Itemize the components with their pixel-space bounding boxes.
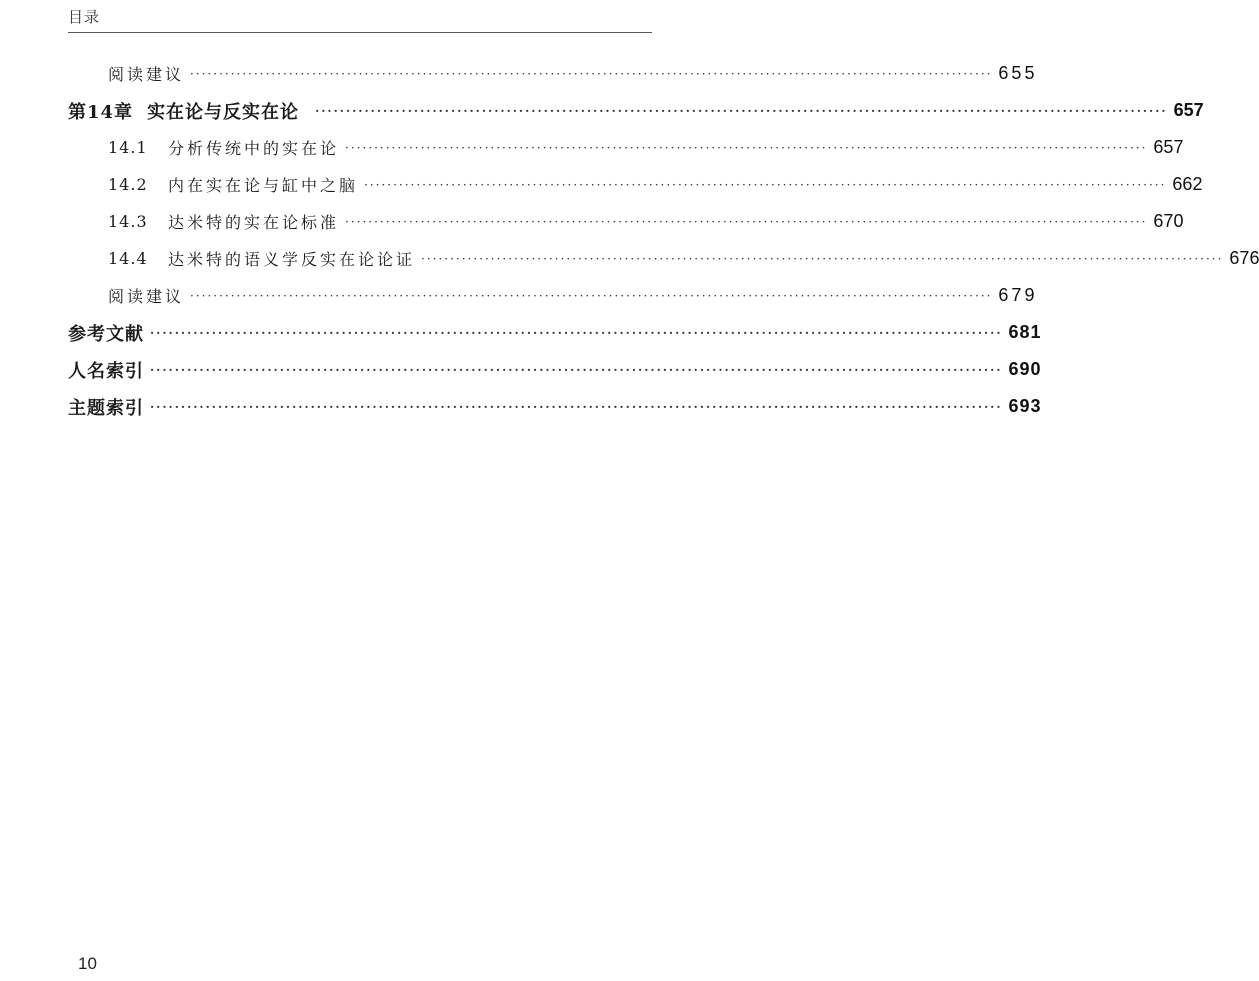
dot-leader: ··········································································································································: [190, 66, 993, 81]
toc-entry-number: 14.1: [108, 138, 148, 157]
toc-entry-section-14-4[interactable]: [68, 240, 1259, 277]
dot-leader: ··········································································································································: [364, 177, 1167, 192]
toc-entry-page: 655: [998, 63, 1038, 83]
dot-leader: ··········································································································································: [421, 251, 1224, 266]
toc-entry-number: 14.2: [108, 175, 148, 194]
header-rule: [68, 32, 652, 33]
running-head-title: 目录: [68, 8, 101, 26]
dot-leader: ··········································································································································: [190, 288, 993, 303]
toc-entry-title: 达米特的实在论标准: [168, 213, 340, 232]
toc-entry-page: 690: [1008, 359, 1042, 379]
toc-entry-title: 阅读建议: [108, 287, 185, 306]
toc-entry-page: 657: [1173, 100, 1204, 120]
toc-entry-subject-index[interactable]: [68, 388, 1042, 425]
toc-entry-title: 阅读建议: [108, 65, 185, 84]
toc-entry-section-14-3[interactable]: [68, 203, 1184, 240]
table-of-contents: [68, 55, 1259, 425]
toc-entry-title: 分析传统中的实在论: [168, 139, 340, 158]
page-number: 10: [78, 954, 97, 973]
toc-entry-reading-suggestions[interactable]: [68, 277, 1038, 314]
toc-entry-reading-suggestions[interactable]: [68, 55, 1038, 92]
toc-entry-page: 676: [1229, 248, 1259, 268]
toc-entry-page: 670: [1153, 211, 1184, 231]
dot-leader: ··········································································································································: [150, 362, 1003, 377]
toc-entry-title: 内在实在论与缸中之脑: [168, 176, 359, 195]
toc-entry-references[interactable]: [68, 314, 1042, 351]
toc-entry-name-index[interactable]: [68, 351, 1042, 388]
toc-entry-title: 人名索引: [68, 360, 144, 382]
dot-leader: ··········································································································································: [345, 140, 1148, 155]
dot-leader: ··········································································································································: [345, 214, 1148, 229]
toc-entry-page: 679: [998, 285, 1038, 305]
toc-entry-number: 14.4: [108, 249, 148, 268]
toc-entry-section-14-1[interactable]: [68, 129, 1184, 166]
toc-entry-chapter-14[interactable]: [68, 92, 1204, 129]
toc-entry-page: 693: [1008, 396, 1042, 416]
dot-leader: ··········································································································································: [150, 399, 1003, 414]
dot-leader: ··········································································································································: [315, 103, 1168, 118]
toc-entry-title: 参考文献: [68, 323, 144, 345]
toc-entry-title: 主题索引: [68, 397, 144, 419]
toc-entry-page: 657: [1153, 137, 1184, 157]
toc-entry-title: 达米特的语义学反实在论论证: [168, 250, 416, 269]
toc-entry-number: 14.3: [108, 212, 148, 231]
toc-entry-section-14-2[interactable]: [68, 166, 1203, 203]
toc-entry-title: 实在论与反实在论: [147, 101, 300, 123]
dot-leader: ··········································································································································: [150, 325, 1003, 340]
toc-entry-number: 第14章: [68, 101, 134, 123]
toc-entry-page: 681: [1008, 322, 1042, 342]
toc-entry-page: 662: [1172, 174, 1203, 194]
